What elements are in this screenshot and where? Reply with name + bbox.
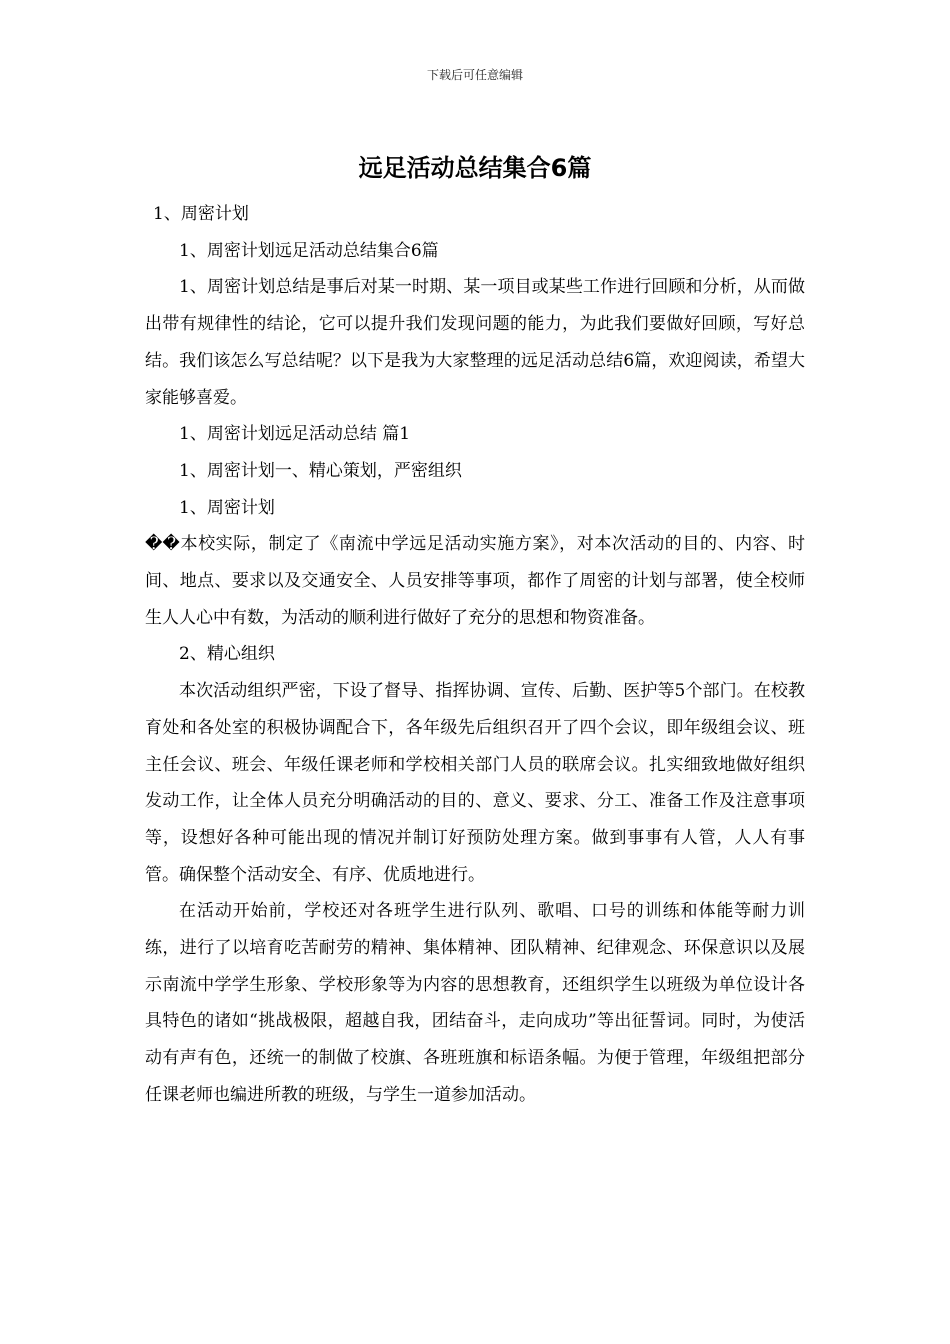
article-heading: 1、周密计划远足活动总结 篇1 (179, 424, 411, 445)
intro-paragraph: 1、周密计划总结是事后对某一时期、某一项目或某些工作进行回顾和分析，从而做出带有规律性的结论，它可以提升我们发现问题的能力，为此我们要做好回顾，写好总结。我们该怎么写总结呢？以下是我为大家整理的远足活动总结6篇，欢迎阅读，希望大家能够喜爱。 (145, 277, 805, 408)
body-paragraph-1: ��本校实际，制定了《南流中学远足活动实施方案》，对本次活动的目的、内容、时间、地点、要求以及交通安全、人员安排等事项，都作了周密的计划与部署，使全校师生人人心中有数，为活动的顺利进行做好了充分的思想和物资准备。 (145, 534, 805, 628)
subheading: 1、周密计划远足活动总结集合6篇 (179, 240, 439, 261)
point-heading-2: 2、精心组织 (179, 644, 275, 665)
document-body (145, 196, 805, 1114)
page-header-note: 下载后可任意编辑 (426, 68, 523, 82)
point-heading-1: 1、周密计划 (179, 497, 275, 518)
body-paragraph-3: 在活动开始前，学校还对各班学生进行队列、歌唱、口号的训练和体能等耐力训练，进行了以培育吃苦耐劳的精神、集体精神、团队精神、纪律观念、环保意识以及展示南流中学学生形象、学校形象等为内容的思想教育，还组织学生以班级为单位设计各具特色的诸如“挑战极限，超越自我，团结奋斗，走向成功”等出征誓词。同时，为使活动有声有色，还统一的制做了校旗、各班班旗和标语条幅。为便于管理，年级组把部分任课老师也编进所教的班级，与学生一道参加活动。 (145, 901, 805, 1105)
document-title: 远足活动总结集合6篇 (358, 154, 592, 182)
part-heading: 1、周密计划一、精心策划，严密组织 (179, 460, 462, 481)
body-paragraph-2: 本次活动组织严密，下设了督导、指挥协调、宣传、后勤、医护等5个部门。在校教育处和各处室的积极协调配合下，各年级先后组织召开了四个会议，即年级组会议、班主任会议、班会、年级任课老师和学校相关部门人员的联席会议。扎实细致地做好组织发动工作，让全体人员充分明确活动的目的、意义、要求、分工、准备工作及注意事项等，设想好各种可能出现的情况并制订好预防处理方案。做到事事有人管，人人有事管。确保整个活动安全、有序、优质地进行。 (145, 681, 805, 885)
section-heading: 1、周密计划 (153, 204, 249, 224)
